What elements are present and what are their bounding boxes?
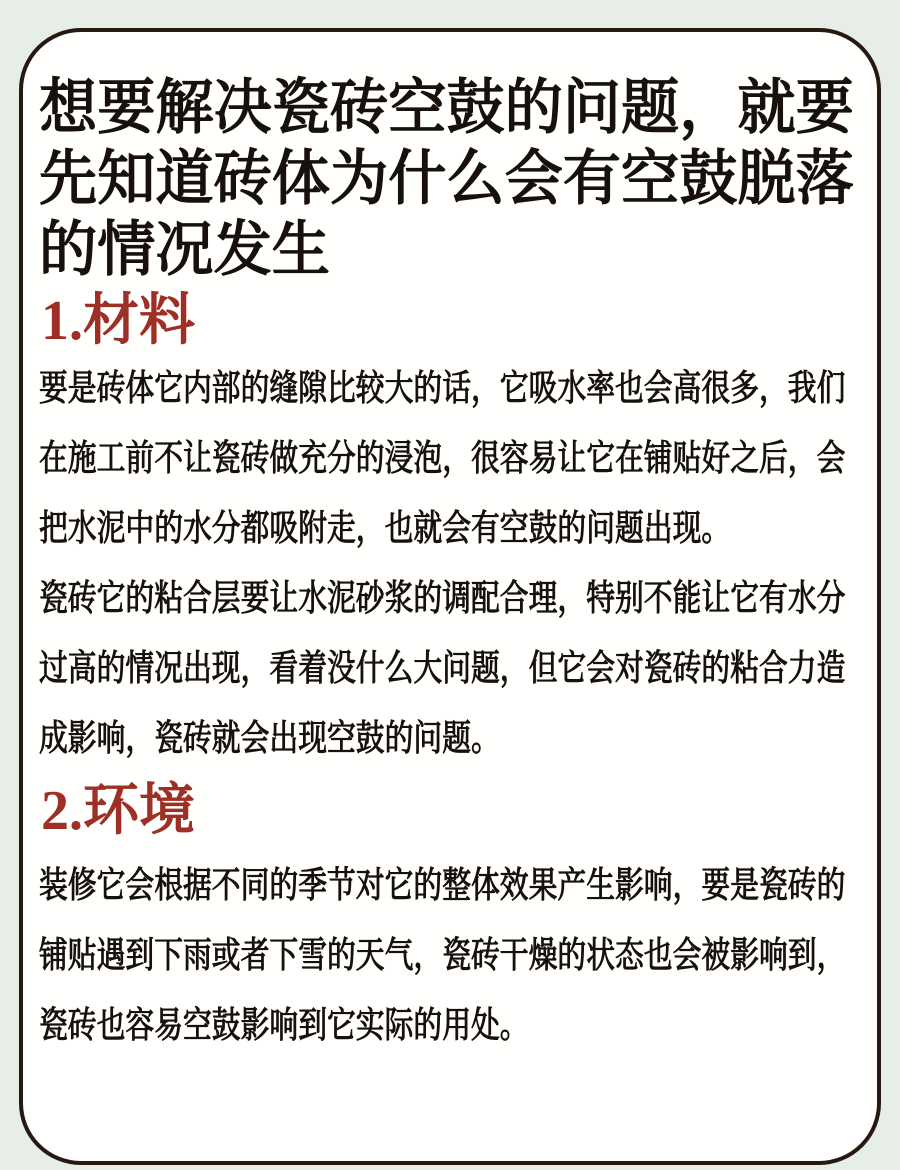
body-text-line: 要是砖体它内部的缝隙比较大的话，它吸水率也会高很多，我们 bbox=[39, 367, 846, 408]
body-text-line: 过高的情况出现，看着没什么大问题，但它会对瓷砖的粘合力造 bbox=[39, 647, 846, 688]
body-text-line: 装修它会根据不同的季节对它的整体效果产生影响，要是瓷砖的 bbox=[39, 864, 846, 905]
body-text-line: 铺贴遇到下雨或者下雪的天气，瓷砖干燥的状态也会被影响到， bbox=[39, 934, 846, 975]
body-text-line: 瓷砖它的粘合层要让水泥砂浆的调配合理，特别不能让它有水分 bbox=[39, 577, 846, 618]
section-material bbox=[39, 289, 865, 773]
title-line-1: 想要解决瓷砖空鼓的问题，就要 bbox=[39, 74, 854, 141]
section-environment-heading: 2.环境 bbox=[41, 780, 195, 842]
body-text-line: 把水泥中的水分都吸附走，也就会有空鼓的问题出现。 bbox=[39, 507, 731, 548]
section-environment-body bbox=[39, 850, 865, 1060]
section-material-body bbox=[39, 353, 865, 773]
content-card bbox=[19, 28, 881, 1165]
section-material-heading: 1.材料 bbox=[41, 290, 195, 352]
body-text-line: 成影响，瓷砖就会出现空鼓的问题。 bbox=[39, 717, 500, 758]
body-text-line: 瓷砖也容易空鼓影响到它实际的用处。 bbox=[39, 1004, 529, 1045]
section-environment bbox=[39, 779, 865, 1060]
body-text-line: 在施工前不让瓷砖做充分的浸泡，很容易让它在铺贴好之后，会 bbox=[39, 437, 846, 478]
title-line-3: 的情况发生 bbox=[39, 216, 330, 283]
page-title bbox=[39, 72, 865, 285]
title-line-2: 先知道砖体为什么会有空鼓脱落 bbox=[39, 145, 854, 212]
